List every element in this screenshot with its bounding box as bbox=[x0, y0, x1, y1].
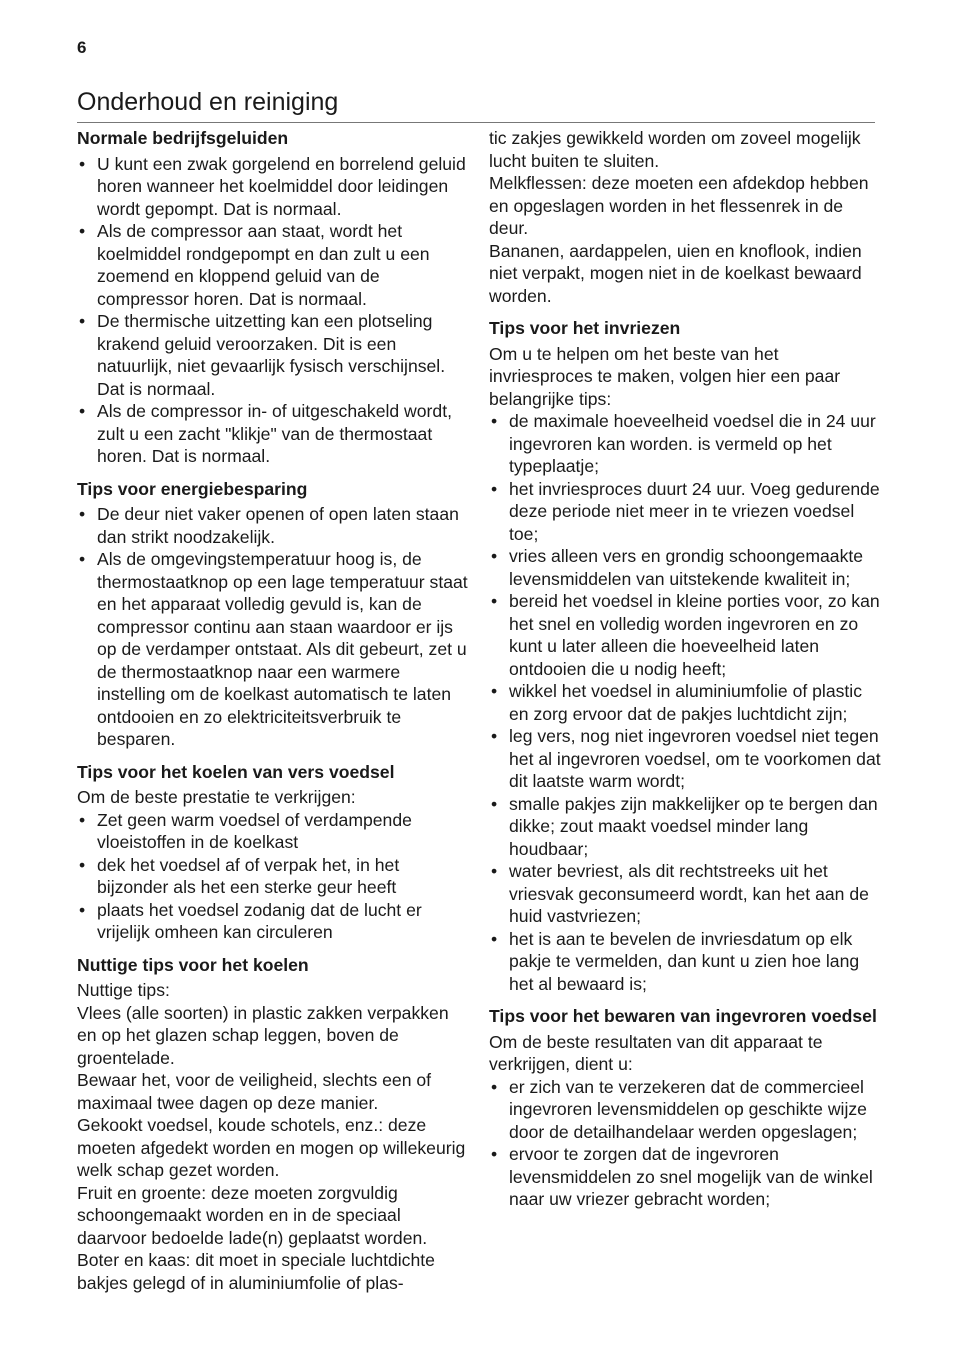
section-heading: Normale bedrijfsgeluiden bbox=[77, 128, 289, 148]
list-item: • smalle pakjes zijn makkelijker op te bergen dan dikke; zout maakt voedsel minder lang houdbaar; bbox=[489, 793, 881, 861]
section bbox=[77, 761, 469, 944]
list-item: • vries alleen vers en grondig schoongemaakte levensmiddelen van uitstekende kwaliteit in; bbox=[489, 545, 881, 590]
list-item: • bereid het voedsel in kleine porties voor, zo kan het snel en volledig worden ingevroren en zo kunt u later alleen die hoeveelheid laten ontdooien die u nodig heeft; bbox=[489, 590, 881, 680]
paragraph: Om u te helpen om het beste van het invriesproces te maken, volgen hier een paar belangrijke tips: bbox=[489, 343, 841, 409]
paragraph: Boter en kaas: dit moet in speciale luchtdichte bakjes gelegd of in aluminiumfolie of plas- bbox=[77, 1250, 435, 1293]
section-heading: Tips voor het koelen van vers voedsel bbox=[77, 761, 395, 782]
list-item: • de maximale hoeveelheid voedsel die in 24 uur ingevroren kan worden. is vermeld op het typeplaatje; bbox=[489, 410, 881, 478]
paragraph: Bananen, aardappelen, uien en knoflook, indien niet verpakt, mogen niet in de koelkast bewaard worden. bbox=[489, 240, 862, 306]
section-heading: Tips voor het invriezen bbox=[489, 318, 681, 338]
section bbox=[489, 1005, 881, 1211]
paragraph: Fruit en groente: deze moeten zorgvuldig schoongemaakt worden en in de speciaal daarvoor bedoelde lade(n) geplaatst worden. bbox=[77, 1182, 428, 1248]
list-item: • Als de omgevingstemperatuur hoog is, de thermostaatknop op een lage temperatuur staat en het apparaat volledig gevuld is, kan de compressor continu aan staan waardoor er ijs op de verdamper ontstaat. Als dit gebeurt, zet u de thermostaatknop naar een warmere instelling om de koelkast automatisch te laten ontdooien en zo elektriciteitsverbruik te besparen. bbox=[77, 548, 469, 751]
list-item: • De thermische uitzetting kan een plotseling krakend geluid veroorzaken. Dit is een natuurlijk, niet gevaarlijk fysisch verschijnsel. Dat is normaal. bbox=[77, 310, 469, 400]
section bbox=[77, 478, 469, 751]
paragraph: Bewaar het, voor de veiligheid, slechts een of maximaal twee dagen op deze manier. bbox=[77, 1070, 432, 1113]
paragraph: tic zakjes gewikkeld worden om zoveel mogelijk lucht buiten te sluiten. bbox=[489, 128, 861, 171]
list-item: • water bevriest, als dit rechtstreeks uit het vriesvak geconsumeerd wordt, kan het aan de huid vastvriezen; bbox=[489, 860, 881, 928]
paragraph: Nuttige tips: bbox=[77, 980, 170, 1000]
list-item: • leg vers, nog niet ingevroren voedsel niet tegen het al ingevroren voedsel, om te voorkomen dat dit laatste warm wordt; bbox=[489, 725, 881, 793]
left-column bbox=[77, 127, 469, 1304]
bullet-list bbox=[489, 410, 881, 995]
title-divider bbox=[77, 122, 875, 123]
section-heading: Tips voor het bewaren van ingevroren voedsel bbox=[489, 1006, 877, 1026]
list-item: • dek het voedsel af of verpak het, in het bijzonder als het een sterke geur heeft bbox=[77, 854, 469, 899]
list-item: • het is aan te bevelen de invriesdatum op elk pakje te vermelden, dan kunt u zien hoe lang het al bewaard is; bbox=[489, 928, 881, 996]
paragraph: Om de beste prestatie te verkrijgen: bbox=[77, 787, 356, 807]
section bbox=[77, 954, 469, 1295]
paragraph: Om de beste resultaten van dit apparaat te verkrijgen, dient u: bbox=[489, 1031, 823, 1074]
section bbox=[489, 127, 881, 307]
list-item: • wikkel het voedsel in aluminiumfolie of plastic en zorg ervoor dat de pakjes luchtdicht zijn; bbox=[489, 680, 881, 725]
paragraph: Gekookt voedsel, koude schotels, enz.: deze moeten afgedekt worden en mogen op willekeurig welk schap gezet worden. bbox=[77, 1115, 466, 1180]
bullet-list bbox=[489, 1076, 881, 1211]
right-column bbox=[489, 127, 881, 1221]
list-item: • Als de compressor aan staat, wordt het koelmiddel rondgepompt en dan zult u een zoemend en kloppend geluid van de compressor horen. Dat is normaal. bbox=[77, 220, 469, 310]
bullet-list bbox=[77, 809, 469, 944]
section-heading: Tips voor energiebesparing bbox=[77, 478, 308, 499]
list-item: • er zich van te verzekeren dat de commercieel ingevroren levensmiddelen op geschikte wijze door de detailhandelaar werden opgeslagen; bbox=[489, 1076, 881, 1144]
paragraph: Vlees (alle soorten) in plastic zakken verpakken en op het glazen schap leggen, boven de groentelade. bbox=[77, 1002, 449, 1068]
list-item: • het invriesproces duurt 24 uur. Voeg gedurende deze periode niet meer in te vriezen voedsel toe; bbox=[489, 478, 881, 546]
list-item: • ervoor te zorgen dat de ingevroren levensmiddelen zo snel mogelijk van de winkel naar uw vriezer gebracht worden; bbox=[489, 1143, 881, 1211]
list-item: • De deur niet vaker openen of open laten staan dan strikt noodzakelijk. bbox=[77, 503, 469, 548]
bullet-list bbox=[77, 503, 469, 751]
paragraph: Melkflessen: deze moeten een afdekdop hebben en opgeslagen worden in het flessenrek in de deur. bbox=[489, 173, 869, 238]
list-item: • U kunt een zwak gorgelend en borrelend geluid horen wanneer het koelmiddel door leidingen wordt gepompt. Dat is normaal. bbox=[77, 153, 469, 221]
list-item: • Als de compressor in- of uitgeschakeld wordt, zult u een zacht "klikje" van de thermostaat horen. Dat is normaal. bbox=[77, 400, 469, 468]
list-item: • Zet geen warm voedsel of verdampende vloeistoffen in de koelkast bbox=[77, 809, 469, 854]
section bbox=[77, 127, 469, 468]
bullet-list bbox=[77, 153, 469, 468]
page-number: 6 bbox=[77, 38, 87, 57]
section bbox=[489, 317, 881, 995]
section-heading: Nuttige tips voor het koelen bbox=[77, 954, 309, 975]
list-item: • plaats het voedsel zodanig dat de lucht er vrijelijk omheen kan circuleren bbox=[77, 899, 469, 944]
page-title: Onderhoud en reiniging bbox=[77, 88, 339, 116]
